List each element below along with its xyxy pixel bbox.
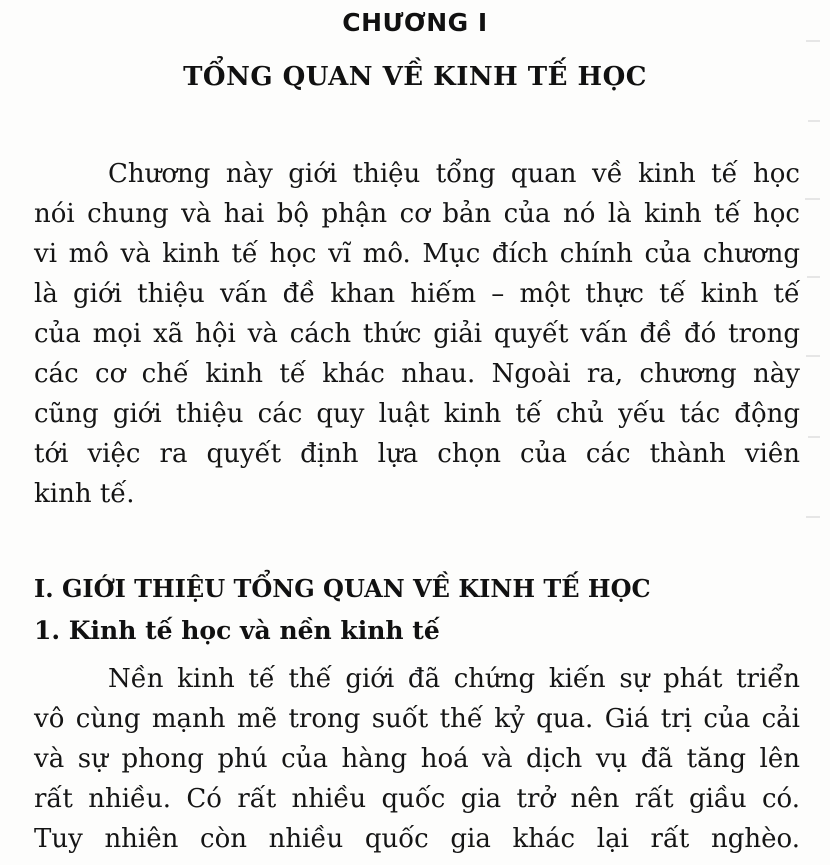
section-line-1: Nền kinh tế thế giới đã chứng kiến sự phát triển (108, 664, 800, 694)
margin-speck (805, 198, 820, 200)
section-heading: I. GIỚI THIỆU TỔNG QUAN VỀ KINH TẾ HỌC (34, 574, 651, 603)
margin-speck (807, 276, 820, 278)
intro-line-5: của mọi xã hội và cách thức giải quyết vấn đề đó trong (34, 319, 800, 349)
margin-speck (806, 355, 820, 357)
margin-speck (806, 40, 820, 42)
section-line-3: và sự phong phú của hàng hoá và dịch vụ đã tăng lên (34, 744, 800, 774)
margin-speck (808, 436, 820, 438)
section-line-5: Tuy nhiên còn nhiều quốc gia khác lại rất nghèo. (34, 824, 800, 854)
margin-speck (806, 516, 820, 518)
margin-speck (808, 120, 820, 122)
intro-line-4: là giới thiệu vấn đề khan hiếm – một thực tế kinh tế (34, 279, 800, 309)
section-line-4: rất nhiều. Có rất nhiều quốc gia trở nên rất giầu có. (34, 784, 800, 814)
intro-line-3: vi mô và kinh tế học vĩ mô. Mục đích chính của chương (34, 239, 800, 269)
section-line-2: vô cùng mạnh mẽ trong suốt thế kỷ qua. Giá trị của cải (34, 704, 800, 734)
intro-line-2: nói chung và hai bộ phận cơ bản của nó là kinh tế học (34, 199, 800, 229)
chapter-label: CHƯƠNG I (342, 8, 488, 37)
intro-line-8: tới việc ra quyết định lựa chọn của các thành viên (34, 439, 800, 469)
intro-line-6: các cơ chế kinh tế khác nhau. Ngoài ra, chương này (34, 359, 800, 389)
intro-line-7: cũng giới thiệu các quy luật kinh tế chủ yếu tác động (34, 399, 800, 429)
chapter-title: TỔNG QUAN VỀ KINH TẾ HỌC (183, 62, 647, 92)
intro-line-1: Chương này giới thiệu tổng quan về kinh tế học (108, 159, 800, 189)
intro-line-9: kinh tế. (34, 479, 135, 509)
subsection-heading: 1. Kinh tế học và nền kinh tế (34, 616, 440, 645)
